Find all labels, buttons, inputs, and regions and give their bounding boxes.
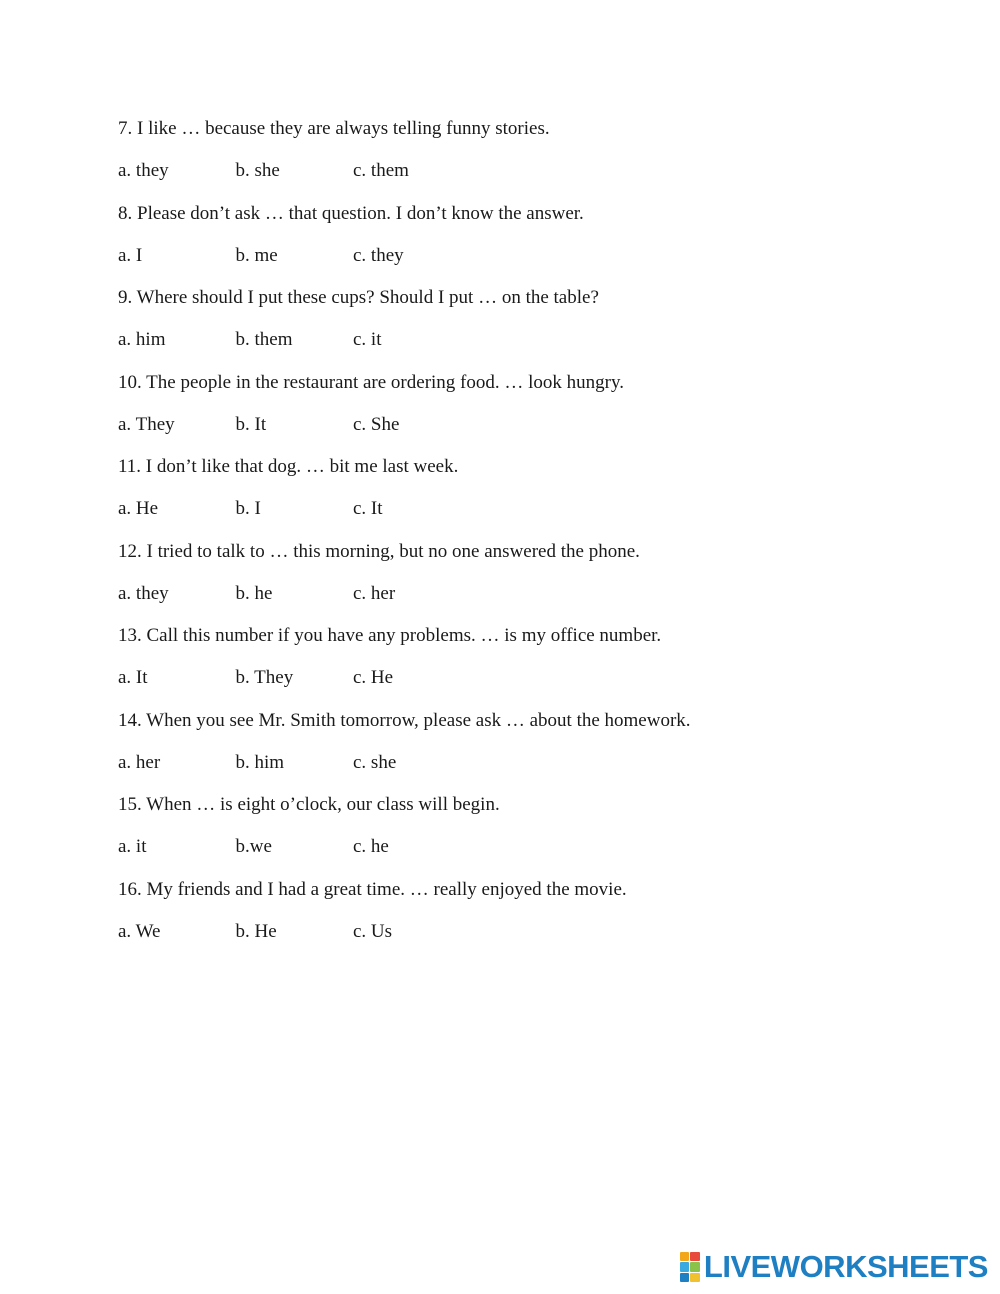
option-a[interactable]: a. him	[118, 329, 166, 350]
logo-square	[690, 1252, 700, 1261]
logo-square	[680, 1262, 690, 1271]
question-item	[118, 792, 938, 877]
option-b[interactable]: b. them	[235, 329, 293, 350]
answer-options	[118, 834, 938, 860]
question-text: 13. Call this number if you have any problems. … is my office number.	[118, 625, 662, 646]
question-text: 9. Where should I put these cups? Should I put … on the table?	[118, 287, 599, 308]
answer-options	[118, 496, 938, 522]
option-c[interactable]: c. she	[353, 751, 397, 773]
question-item	[118, 201, 938, 286]
option-b[interactable]: b.we	[235, 836, 272, 857]
answer-options	[118, 665, 938, 691]
answer-options	[118, 412, 938, 438]
answer-options	[118, 750, 938, 776]
option-b[interactable]: b. she	[235, 160, 280, 181]
option-b[interactable]: b. I	[235, 498, 261, 519]
option-a[interactable]: a. it	[118, 836, 147, 857]
logo-square	[680, 1252, 690, 1261]
option-a[interactable]: a. they	[118, 160, 169, 181]
question-text: 8. Please don’t ask … that question. I don’t know the answer.	[118, 202, 584, 224]
option-a[interactable]: a. they	[118, 582, 169, 604]
liveworksheets-brand	[680, 1250, 988, 1284]
question-text: 10. The people in the restaurant are ordering food. … look hungry.	[118, 371, 624, 393]
logo-square	[690, 1262, 700, 1271]
question-text: 15. When … is eight o’clock, our class will begin.	[118, 794, 500, 815]
option-b[interactable]: b. he	[235, 582, 273, 604]
liveworksheets-logo-icon	[680, 1252, 700, 1282]
answer-options	[118, 243, 938, 269]
answer-options	[118, 919, 938, 945]
question-item	[118, 623, 938, 708]
question-text: 14. When you see Mr. Smith tomorrow, please ask … about the homework.	[118, 709, 691, 731]
logo-square	[680, 1273, 690, 1282]
option-c[interactable]: c. it	[353, 329, 382, 350]
option-c[interactable]: c. them	[353, 160, 409, 181]
option-c[interactable]: c. He	[353, 667, 394, 688]
option-c[interactable]: c. they	[353, 244, 404, 266]
question-item	[118, 116, 938, 201]
option-b[interactable]: b. me	[235, 244, 278, 266]
question-item	[118, 285, 938, 370]
brand-name: LIVEWORKSHEETS	[703, 1249, 988, 1284]
option-b[interactable]: b. him	[235, 751, 285, 773]
answer-options	[118, 581, 938, 607]
option-a[interactable]: a. They	[118, 413, 175, 435]
question-item	[118, 370, 938, 455]
question-text: 12. I tried to talk to … this morning, but no one answered the phone.	[118, 540, 640, 562]
answer-options	[118, 327, 938, 353]
question-text: 7. I like … because they are always telling funny stories.	[118, 118, 550, 139]
option-a[interactable]: a. He	[118, 498, 159, 519]
question-text: 11. I don’t like that dog. … bit me last week.	[118, 456, 459, 477]
option-b[interactable]: b. They	[235, 667, 294, 688]
option-a[interactable]: a. We	[118, 920, 161, 942]
answer-options	[118, 158, 938, 184]
question-text: 16. My friends and I had a great time. … really enjoyed the movie.	[118, 878, 627, 900]
option-a[interactable]: a. her	[118, 751, 161, 773]
option-c[interactable]: c. her	[353, 582, 396, 604]
question-item	[118, 454, 938, 539]
question-item	[118, 539, 938, 624]
question-list	[118, 116, 938, 961]
option-c[interactable]: c. She	[353, 413, 400, 435]
option-b[interactable]: b. It	[235, 413, 267, 435]
option-c[interactable]: c. Us	[353, 920, 393, 942]
question-item	[118, 708, 938, 793]
option-a[interactable]: a. I	[118, 244, 143, 266]
option-c[interactable]: c. It	[353, 498, 383, 519]
question-item	[118, 877, 938, 962]
option-c[interactable]: c. he	[353, 836, 389, 857]
option-b[interactable]: b. He	[235, 920, 277, 942]
option-a[interactable]: a. It	[118, 667, 148, 688]
logo-square	[690, 1273, 700, 1282]
